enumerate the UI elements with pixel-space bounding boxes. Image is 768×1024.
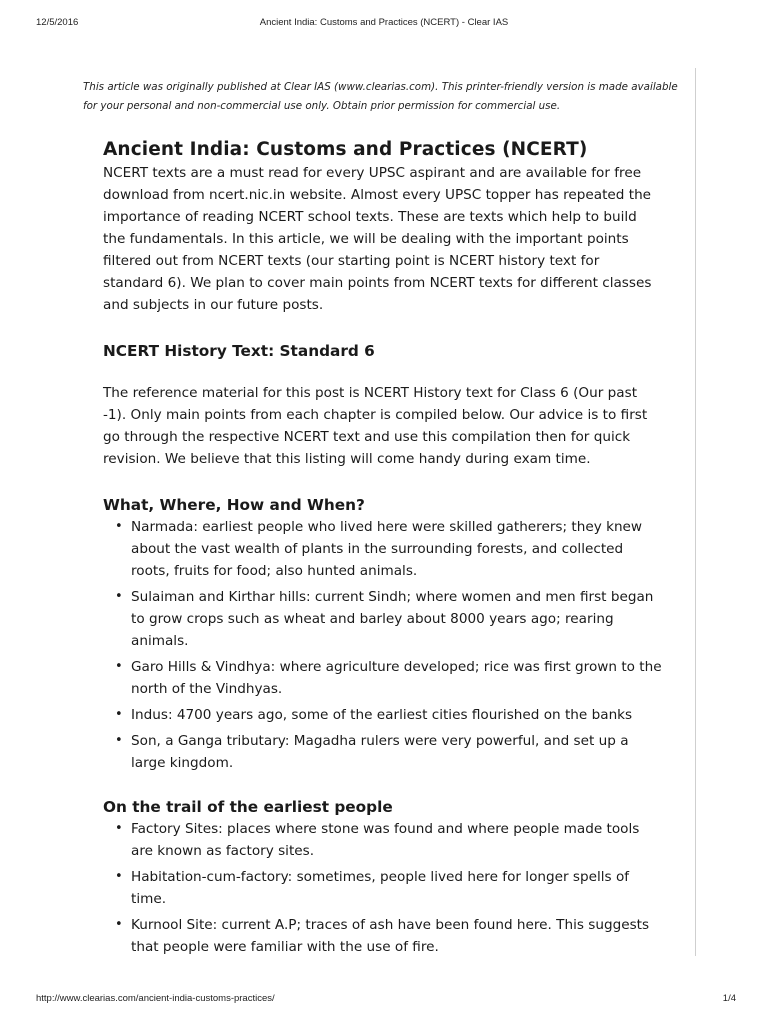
section-heading-earliest-people: On the trail of the earliest people (103, 798, 393, 816)
section-heading-standard-6: NCERT History Text: Standard 6 (103, 342, 375, 360)
list-item-text: Garo Hills & Vindhya: where agriculture developed; rice was first grown to the north of the Vindhyas. (131, 659, 662, 697)
print-footer (0, 993, 768, 1007)
list-item-text: Indus: 4700 years ago, some of the earliest cities flourished on the banks (131, 707, 633, 723)
list-item (103, 914, 663, 958)
article-intro: NCERT texts are a must read for every UPSC aspirant and are available for free download from ncert.nic.in website. Almost every UPSC topper has repeated the importance of reading NCERT school texts. These are texts which help to build the fundamentals. In this article, we will be dealing with the important points filtered out from NCERT texts (our starting point is NCERT history text for standard 6). We plan to cover main points from NCERT texts for different classes and subjects in our future posts. (103, 165, 652, 313)
bullet-icon: • (115, 821, 123, 836)
bullet-icon: • (115, 589, 123, 604)
list-item (103, 730, 663, 774)
list-item-text: Son, a Ganga tributary: Magadha rulers were very powerful, and set up a large kingdom. (131, 733, 629, 771)
article (103, 138, 663, 962)
print-date: 12/5/2016 (36, 17, 79, 28)
list-item-text: Kurnool Site: current A.P; traces of ash have been found here. This suggests that people were familiar with the use of fire. (131, 917, 650, 955)
section-paragraph-reference: The reference material for this post is NCERT History text for Class 6 (Our past -1). Only main points from each chapter is compiled below. Our advice is to first go through the respective NCERT text and use this compilation then for quick revision. We believe that this listing will come handy during exam time. (103, 385, 648, 467)
bullet-icon: • (115, 659, 123, 674)
list-item-text: Habitation-cum-factory: sometimes, people lived here for longer spells of time. (131, 869, 630, 907)
list-item (103, 656, 663, 700)
print-header (0, 17, 768, 31)
bullet-icon: • (115, 733, 123, 748)
list-what-where (103, 516, 663, 774)
list-item (103, 704, 663, 726)
list-item (103, 586, 663, 652)
content-divider (695, 68, 696, 956)
printer-notice: This article was originally published at Clear IAS (www.clearias.com). This printer-friendly version is made available for your personal and non-commercial use only. Obtain prior permission for commercial use. (83, 81, 678, 112)
section-heading-what-where: What, Where, How and When? (103, 496, 365, 514)
list-item-text: Sulaiman and Kirthar hills: current Sindh; where women and men first began to grow crops such as wheat and barley about 8000 years ago; rearing animals. (131, 589, 654, 649)
print-page-title: Ancient India: Customs and Practices (NCERT) - Clear IAS (259, 17, 509, 28)
bullet-icon: • (115, 917, 123, 932)
list-item (103, 818, 663, 862)
page-number: 1/4 (722, 993, 736, 1004)
article-title: Ancient India: Customs and Practices (NCERT) (103, 139, 588, 160)
bullet-icon: • (115, 707, 123, 722)
bullet-icon: • (115, 869, 123, 884)
list-earliest-people (103, 818, 663, 958)
list-item-text: Factory Sites: places where stone was found and where people made tools are known as factory sites. (131, 821, 640, 859)
list-item (103, 866, 663, 910)
list-item (103, 516, 663, 582)
list-item-text: Narmada: earliest people who lived here were skilled gatherers; they knew about the vast wealth of plants in the surrounding forests, and collected roots, fruits for food; also hunted animals. (131, 519, 643, 579)
bullet-icon: • (115, 519, 123, 534)
print-url: http://www.clearias.com/ancient-india-customs-practices/ (36, 993, 275, 1004)
